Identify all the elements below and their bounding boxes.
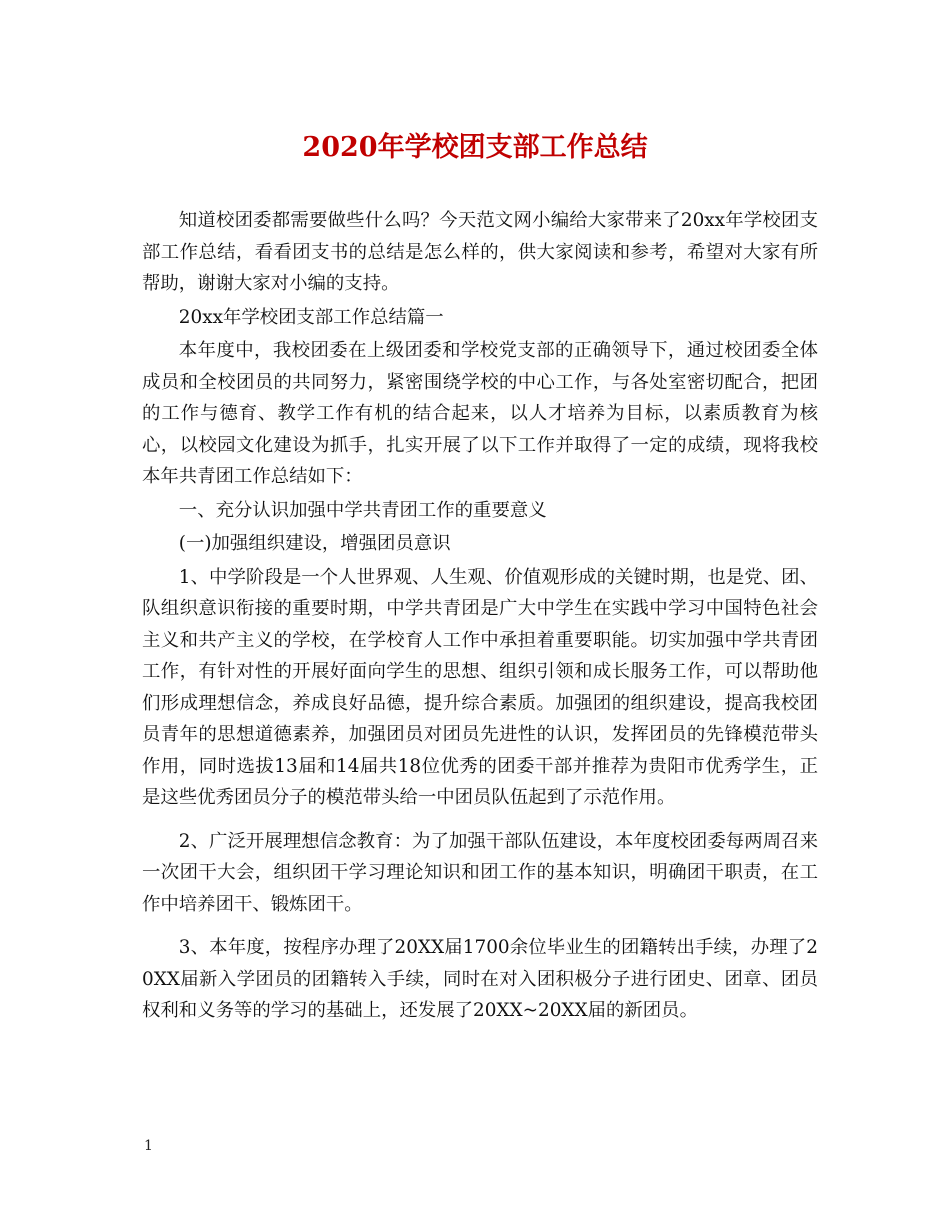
paragraph-overview: 本年度中，我校团委在上级团委和学校党支部的正确领导下，通过校团委全体成员和全校团员的共同努力，紧密围绕学校的中心工作，与各处室密切配合，把团的工作与德育、教学工作有机的结合起来，以人才培养为目标，以素质教育为核心，以校园文化建设为抓手，扎实开展了以下工作并取得了一定的成绩，现将我校本年共青团工作总结如下： bbox=[142, 340, 818, 487]
paragraph-item-1: 1、中学阶段是一个人世界观、人生观、价值观形成的关键时期，也是党、团、队组织意识衔接的重要时期，中学共青团是广大中学生在实践中学习中国特色社会主义和共产主义的学校，在学校育人工作中承担着重要职能。切实加强中学共青团工作，有针对性的开展好面向学生的思想、组织引领和成长服务工作，可以帮助他们形成理想信念，养成良好品德，提升综合素质。加强团的组织建设，提高我校团员青年的思想道德素养，加强团员对团员先进性的认识，发挥团员的先锋模范带头作用，同时选拔13届和14届共18位优秀的团委干部并推荐为贵阳市优秀学生，正是这些优秀团员分子的模范带头给一中团员队伍起到了示范作用。 bbox=[142, 566, 818, 808]
paragraph-intro: 知道校团委都需要做些什么吗？今天范文网小编给大家带来了20xx年学校团支部工作总结，看看团支书的总结是怎么样的，供大家阅读和参考，希望对大家有所帮助，谢谢大家对小编的支持。 bbox=[142, 210, 818, 294]
document-body bbox=[142, 205, 818, 1027]
paragraph-section-heading: 20xx年学校团支部工作总结篇一 bbox=[178, 306, 444, 328]
document-title: 2020年学校团支部工作总结 bbox=[302, 132, 648, 163]
paragraph-subheading-one: (一)加强组织建设，增强团员意识 bbox=[178, 533, 451, 554]
paragraph-item-3: 3、本年度，按程序办理了20XX届1700余位毕业生的团籍转出手续，办理了20XX届新入学团员的团籍转入手续，同时在对入团积极分子进行团史、团章、团员权利和义务等的学习的基础上，还发展了20XX~20XX届的新团员。 bbox=[142, 937, 818, 1021]
paragraph-item-2: 2、广泛开展理想信念教育：为了加强干部队伍建设，本年度校团委每两周召来一次团干大会，组织团干学习理论知识和团工作的基本知识，明确团干职责，在工作中培养团干、锻炼团干。 bbox=[142, 830, 818, 915]
paragraph-heading-one: 一、充分认识加强中学共青团工作的重要意义 bbox=[178, 499, 547, 521]
page-number: 1 bbox=[144, 1138, 153, 1154]
